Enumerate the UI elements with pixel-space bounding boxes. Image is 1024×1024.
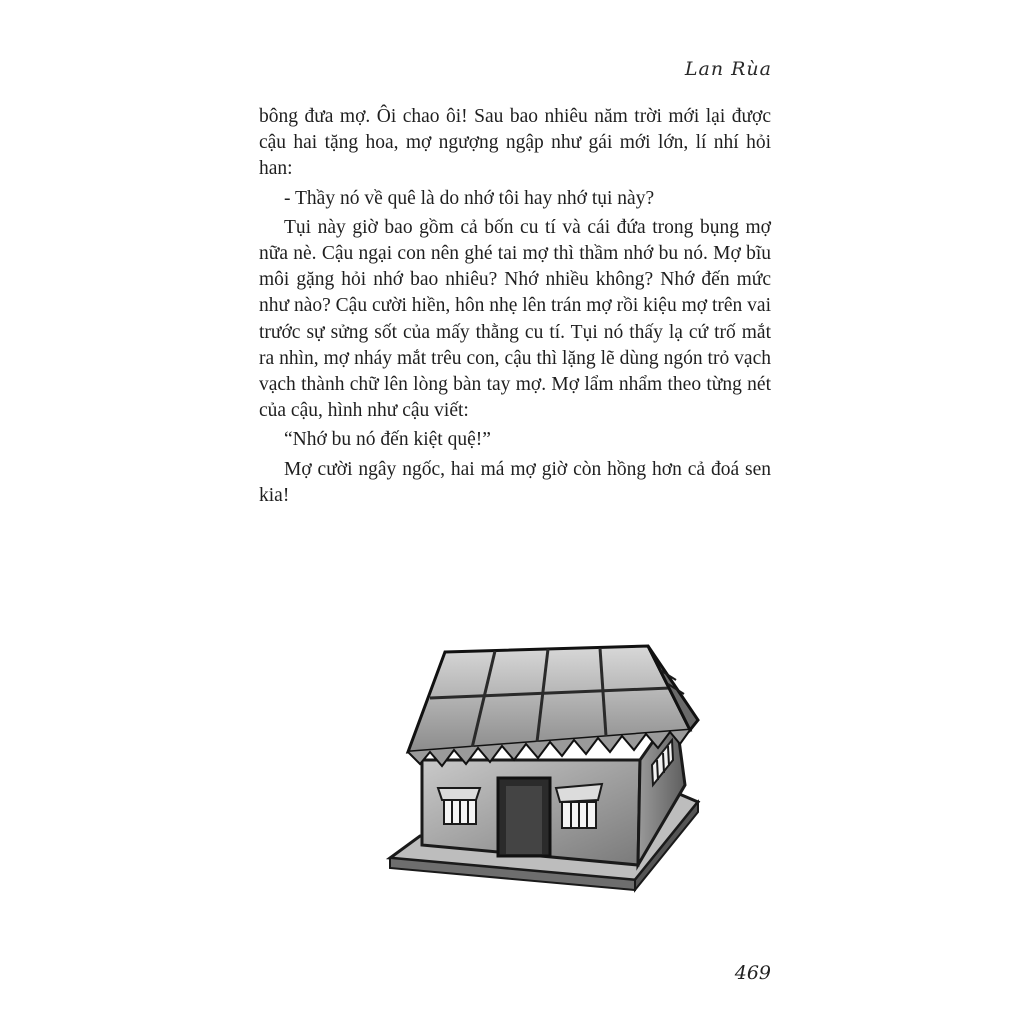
running-header: Lan Rùa <box>684 58 772 80</box>
house-illustration <box>380 640 710 900</box>
paragraph-2: - Thầy nó về quê là do nhớ tôi hay nhớ tụi này? <box>284 187 655 209</box>
paragraph-3: Tụi này giờ bao gồm cả bốn cu tí và cái đứa trong bụng mợ nữa nè. Cậu ngại con nên ghé tai mợ thì thầm nhớ bu nó. Mợ bĩu môi gặng hỏi nhớ bao nhiêu? Nhớ nhiều không? Nhớ đến mức như nào? Cậu cười hiền, hôn nhẹ lên trán mợ rồi kiệu mợ trên vai trước sự sửng sốt của mấy thằng cu tí. Tụi nó thấy lạ cứ trố mắt ra nhìn, mợ nháy mắt trêu con, cậu thì lặng lẽ dùng ngón trỏ vạch vạch thành chữ lên lòng bàn tay mợ. Mợ lẩm nhẩm theo từng nét của cậu, hình như cậu viết: <box>259 216 771 422</box>
page-number: 469 <box>734 962 771 984</box>
paragraph-5: Mợ cười ngây ngốc, hai má mợ giờ còn hồng hơn cả đoá sen kia! <box>259 458 771 506</box>
paragraph-4: “Nhớ bu nó đến kiệt quệ!” <box>284 429 491 451</box>
thatched-house-icon <box>380 640 710 900</box>
paragraph-1: bông đưa mợ. Ôi chao ôi! Sau bao nhiêu năm trời mới lại được cậu hai tặng hoa, mợ ngượng ngập như gái mới lớn, lí nhí hỏi han: <box>259 106 771 180</box>
body-text <box>259 104 771 512</box>
